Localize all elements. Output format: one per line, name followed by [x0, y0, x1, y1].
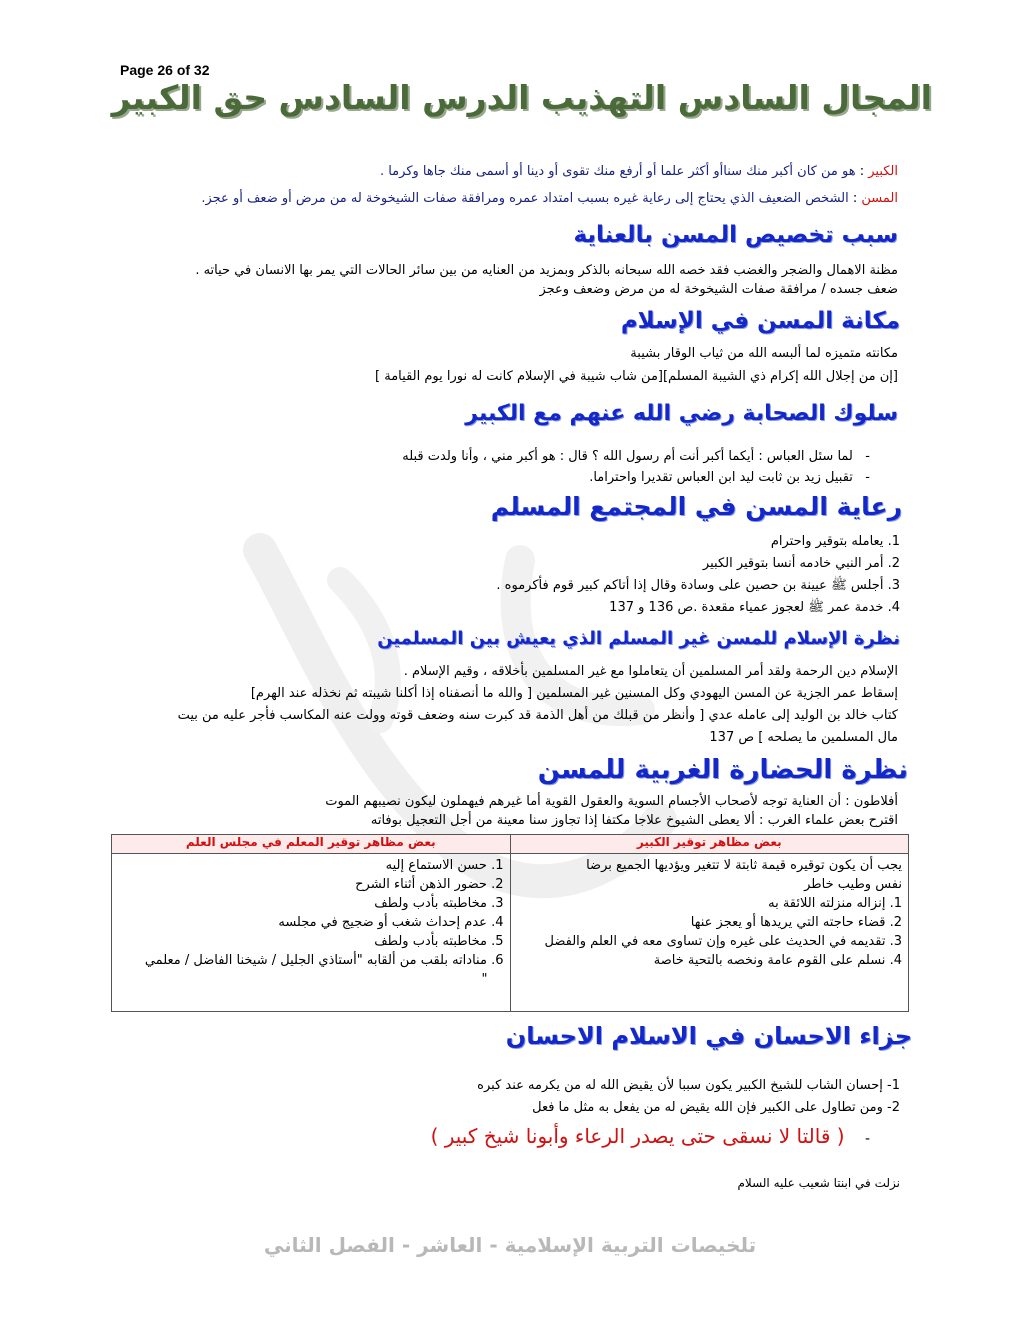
heading-care: رعاية المسن في المجتمع المسلم — [490, 492, 902, 521]
item-text: مخاطبته بأدب ولطف — [374, 896, 487, 911]
bullet: - — [864, 1131, 870, 1147]
item-number: 5. — [491, 934, 504, 949]
elder-intro: نفس وطيب خاطر — [804, 877, 902, 892]
item-number: 1. — [889, 896, 902, 911]
care-item — [703, 555, 900, 572]
definition-text: الشخص الضعيف الذي يحتاج إلى رعاية غيره بسبب امتداد عمره ومرافقة صفات الشيخوخة له من مرض أو ضعف أو عجز. — [201, 191, 849, 206]
item-text: ومن تطاول على الكبير فإن الله يقيض له من يفعل به مثل ما فعل — [532, 1100, 883, 1115]
elder-column — [510, 854, 909, 1012]
heading-status: مكانة المسن في الإسلام — [620, 308, 900, 334]
elder-item — [517, 951, 903, 970]
item-text: إحسان الشاب للشيخ الكبير يكون سببا لأن يقيض الله له من يكرمه عند كبره — [477, 1078, 883, 1093]
definition-kabir — [380, 163, 898, 180]
page-number: Page 26 of 32 — [120, 62, 210, 78]
item-text: حسن الاستماع إليه — [385, 858, 487, 873]
elder-item — [517, 932, 903, 951]
definition-term: المسن — [861, 191, 898, 206]
care-item — [609, 599, 900, 616]
item-text: إنزاله منزلته اللائقة به — [768, 896, 886, 911]
item-text: أجلس ﷺ عيينة بن حصين على وسادة وقال إذا أتاكم كبير قوم فأكرموه . — [496, 578, 884, 593]
care-item — [496, 577, 900, 594]
reason-line: ضعف جسده / مرافقة صفات الشيخوخة له من مرض وضعف وعجز — [539, 282, 898, 297]
item-number: 4. — [889, 953, 902, 968]
item-number: 4. — [887, 600, 900, 615]
footer: تلخيصات التربية الإسلامية - العاشر - الفصل الثاني — [263, 1233, 757, 1257]
nonmuslim-line: مال المسلمين ما يصلحه ] ص 137 — [709, 730, 898, 745]
status-line: [إن من إجلال الله إكرام ذي الشيبة المسلم][من شاب شيبة في الإسلام كانت له نورا يوم القيامة ] — [375, 369, 898, 384]
item-number: 4. — [491, 915, 504, 930]
item-text: مناداته بلقب من ألقابه "أستاذي الجليل / شيخنا الفاضل / معلمي — [144, 953, 487, 968]
definition-text: هو من كان أكبر منك سناأو أكثر علما أو أرفع منك تقوى أو دينا أو أسمى منك جاها وكرما . — [379, 164, 856, 179]
item-number: 2. — [491, 877, 504, 892]
item-text: " — [481, 972, 488, 987]
item-text: أمر النبي خادمه أنسا بتوقير الكبير — [702, 556, 884, 571]
teacher-item — [118, 913, 504, 932]
companions-text: لما سئل العباس : أيكما أكبر أنت أم رسول الله ؟ قال : هو أكبر مني ، وأنا ولدت قبله — [402, 449, 853, 464]
heading-companions: سلوك الصحابة رضي الله عنهم مع الكبير — [465, 401, 898, 426]
nonmuslim-line: كتاب خالد بن الوليد إلى عامله عدي [ وأنظر من قبلك من أهل الذمة قد كبرت سنه وضعف قوته وولت عنه المكاسب فأجر عليه من بيت — [177, 708, 898, 723]
item-number: 3. — [491, 896, 504, 911]
reward-item — [477, 1077, 900, 1094]
item-text: يعامله بتوقير واحترام — [770, 534, 884, 549]
teacher-column — [112, 854, 511, 1012]
item-number: 1. — [887, 534, 900, 549]
definition-separator: : — [855, 164, 869, 179]
companions-item — [402, 448, 870, 465]
item-number: 2. — [887, 556, 900, 571]
heading-reward: جزاء الاحسان في الاسلام الاحسان — [505, 1022, 912, 1050]
item-text: مخاطبته بأدب ولطف — [374, 934, 487, 949]
nonmuslim-line: إسقاط عمر الجزية عن المسن اليهودي وكل المسنين غير المسلمين [ والله ما أنصفناه إذا أكلنا شيبته ثم نخذله عند الهرم] — [250, 686, 898, 701]
item-number: 1- — [887, 1078, 900, 1093]
companions-item — [589, 469, 870, 486]
teacher-item — [118, 875, 504, 894]
respect-table — [111, 834, 909, 1012]
item-text: عدم إحداث شغب أو ضجيج في مجلسه — [278, 915, 487, 930]
reward-quote-line — [431, 1124, 870, 1148]
item-text: تقديمه في الحديث على غيره وإن تساوى معه في العلم والفضل — [544, 934, 886, 949]
elder-item — [517, 894, 903, 913]
item-number: 6. — [491, 953, 504, 968]
item-number: 3. — [887, 578, 900, 593]
teacher-item — [118, 894, 504, 913]
item-text: قضاء حاجته التي يريدها أو يعجز عنها — [690, 915, 886, 930]
table-header-elder: بعض مظاهر توقير الكبير — [510, 835, 909, 854]
reward-item — [532, 1099, 900, 1116]
companions-text: تقبيل زيد بن ثابت ليد ابن العباس تقديرا واحتراما. — [589, 470, 853, 485]
nonmuslim-line: الإسلام دين الرحمة ولقد أمر المسلمين أن يتعاملوا مع غير المسلمين بأخلاقه ، وقيم الإسلام . — [403, 664, 898, 679]
bullet: - — [865, 470, 870, 485]
heading-reason: سبب تخصيص المسن بالعناية — [573, 222, 898, 248]
item-number: 2. — [889, 915, 902, 930]
teacher-item — [118, 932, 504, 951]
table-header-teacher: بعض مظاهر توقير المعلم في مجلس العلم — [112, 835, 511, 854]
bullet: - — [865, 449, 870, 464]
item-number: 3. — [889, 934, 902, 949]
elder-item — [517, 913, 903, 932]
item-text: نسلم على القوم عامة ونخصه بالتحية خاصة — [653, 953, 886, 968]
item-text: خدمة عمر ﷺ لعجوز عمياء مقعدة .ص 136 و 137 — [609, 600, 884, 615]
page-title: المجال السادس التهذيب الدرس السادس حق الكبير — [111, 78, 932, 117]
western-line: أفلاطون : أن العناية توجه لأصحاب الأجسام السوية والعقول القوية أما غيرهم فيهملون ليكون نصيبهم الموت — [325, 794, 898, 809]
definition-musin — [201, 190, 898, 207]
definition-term: الكبير — [868, 164, 898, 179]
status-line: مكانته متميزه لما ألبسه الله من ثياب الوقار بشيبة — [630, 346, 898, 361]
teacher-item — [118, 970, 504, 989]
teacher-item — [118, 951, 504, 970]
reward-quote: ( قالتا لا نسقى حتى يصدر الرعاء وأبونا شيخ كبير ) — [430, 1124, 845, 1148]
western-line: اقترح بعض علماء الغرب : ألا يعطى الشيوخ علاجا مكتفا إذا تجاوز سنا معينة من أجل التعجيل بوفاته — [370, 813, 898, 828]
reason-line: مظنة الاهمال والضجر والغضب فقد خصه الله سبحانه بالذكر وبمزيد من العنايه من بين سائر الحالات التي يمر بها الانسان في حياته . — [195, 263, 898, 278]
item-number: 1. — [491, 858, 504, 873]
definition-separator: : — [848, 191, 862, 206]
teacher-item — [118, 856, 504, 875]
item-number: 2- — [887, 1100, 900, 1115]
heading-nonmuslim: نظرة الإسلام للمسن غير المسلم الذي يعيش بين المسلمين — [377, 628, 900, 649]
item-text: حضور الذهن أثناء الشرح — [355, 877, 487, 892]
elder-intro: يجب أن يكون توقيره قيمة ثابتة لا تتغير ويؤديها الجميع برضا — [586, 858, 902, 873]
heading-western: نظرة الحضارة الغربية للمسن — [537, 755, 908, 785]
care-item — [771, 533, 900, 550]
reward-note: نزلت في ابنتا شعيب عليه السلام — [737, 1176, 900, 1190]
